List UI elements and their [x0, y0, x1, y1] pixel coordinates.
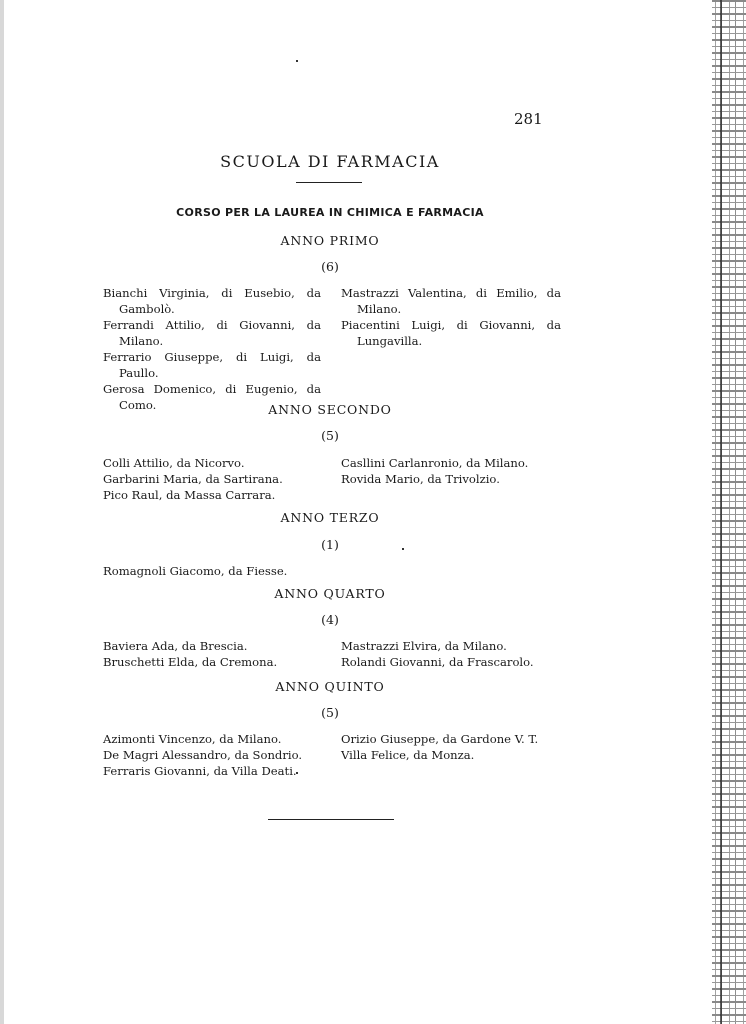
student-entry: Mastrazzi Valentina, di Emilio, da Milano.: [341, 286, 561, 316]
year-heading-terzo: ANNO TERZO: [280, 510, 380, 525]
student-entry: Colli Attilio, da Nicorvo.: [103, 456, 245, 470]
year-quinto-left-column: [103, 731, 321, 779]
year-heading-quinto: ANNO QUINTO: [275, 679, 385, 694]
student-entry: Rovida Mario, da Trivolzio.: [341, 472, 500, 486]
year-count-primo: (6): [321, 259, 339, 274]
year-heading-primo: ANNO PRIMO: [280, 233, 380, 248]
student-entry: Orizio Giuseppe, da Gardone V. T.: [341, 732, 539, 746]
year-quarto-right-column: [341, 638, 561, 670]
student-entry: Pico Raul, da Massa Carrara.: [103, 488, 276, 502]
scan-binding-line: [720, 0, 722, 1024]
year-count-secondo: (5): [321, 428, 339, 443]
course-heading: CORSO PER LA LAUREA IN CHIMICA E FARMACIA: [176, 206, 484, 219]
year-primo-right-column: [341, 285, 561, 349]
year-count-quinto: (5): [321, 705, 339, 720]
student-entry: Baviera Ada, da Brescia.: [103, 639, 248, 653]
student-entry: Ferraris Giovanni, da Villa Deati.: [103, 764, 297, 778]
student-entry: Mastrazzi Elvira, da Milano.: [341, 639, 507, 653]
student-entry: Rolandi Giovanni, da Frascarolo.: [341, 655, 534, 669]
student-entry: Ferrandi Attilio, di Giovanni, da Milano.: [103, 318, 321, 348]
student-entry: Casllini Carlanronio, da Milano.: [341, 456, 529, 470]
title-rule: [296, 182, 362, 183]
year-quarto-left-column: [103, 638, 321, 670]
student-entry: Bruschetti Elda, da Cremona.: [103, 655, 278, 669]
year-terzo-left-column: [103, 563, 321, 579]
end-rule: [268, 819, 394, 820]
year-count-terzo: (1): [321, 537, 339, 552]
page-title: SCUOLA DI FARMACIA: [220, 152, 440, 171]
student-entry: Villa Felice, da Monza.: [341, 748, 475, 762]
year-count-quarto: (4): [321, 612, 339, 627]
student-entry: Garbarini Maria, da Sartirana.: [103, 472, 283, 486]
year-primo-left-column: [103, 285, 321, 413]
student-entry: Bianchi Virginia, di Eusebio, da Gambolò.: [103, 286, 321, 316]
student-entry: Piacentini Luigi, di Giovanni, da Lungavilla.: [341, 318, 561, 348]
student-entry: Azimonti Vincenzo, da Milano.: [103, 732, 282, 746]
year-secondo-left-column: [103, 455, 321, 503]
year-secondo-right-column: [341, 455, 561, 487]
student-entry: De Magri Alessandro, da Sondrio.: [103, 748, 303, 762]
year-quinto-right-column: [341, 731, 561, 763]
scan-right-edge: [712, 0, 746, 1024]
student-entry: Gerosa Domenico, di Eugenio, da Como.: [103, 382, 321, 412]
scan-speck: [296, 60, 298, 62]
year-heading-secondo: ANNO SECONDO: [268, 402, 392, 417]
page-number: 281: [514, 110, 543, 128]
year-heading-quarto: ANNO QUARTO: [274, 586, 386, 601]
student-entry: Ferrario Giuseppe, di Luigi, da Paullo.: [103, 350, 321, 380]
student-entry: Romagnoli Giacomo, da Fiesse.: [103, 564, 288, 578]
